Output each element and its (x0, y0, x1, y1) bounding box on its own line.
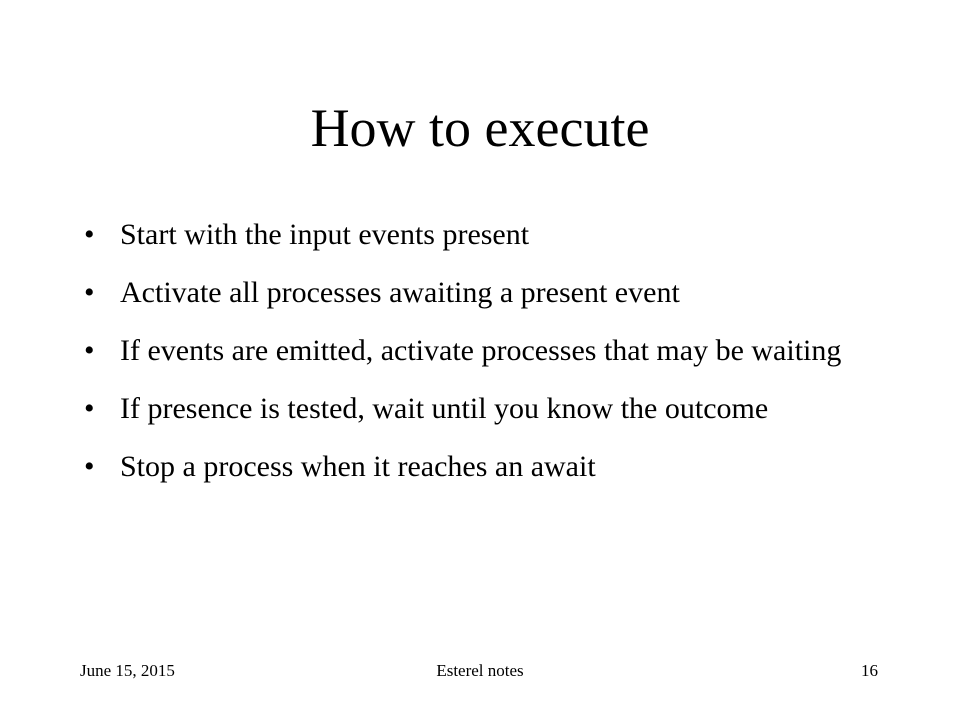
bullet-item (84, 390, 884, 428)
page-number: 16 (861, 661, 878, 680)
bullet-icon: • (84, 218, 95, 251)
footer-date: June 15, 2015 (80, 661, 175, 680)
bullet-text: Start with the input events present (120, 218, 530, 251)
bullet-text: If events are emitted, activate processes that may be waiting (120, 334, 842, 367)
bullet-item (84, 216, 884, 254)
bullet-item (84, 332, 884, 370)
footer-title: Esterel notes (436, 661, 524, 680)
bullet-icon: • (84, 450, 95, 483)
bullet-icon: • (84, 276, 95, 309)
bullet-text: Stop a process when it reaches an await (120, 450, 596, 483)
bullet-icon: • (84, 334, 95, 367)
slide-title: How to execute (310, 98, 650, 158)
bullet-icon: • (84, 392, 95, 425)
bullet-text: If presence is tested, wait until you know the outcome (120, 392, 769, 425)
bullet-item (84, 448, 884, 486)
bullet-list (84, 216, 884, 506)
bullet-item (84, 274, 884, 312)
bullet-text: Activate all processes awaiting a present event (120, 276, 680, 309)
